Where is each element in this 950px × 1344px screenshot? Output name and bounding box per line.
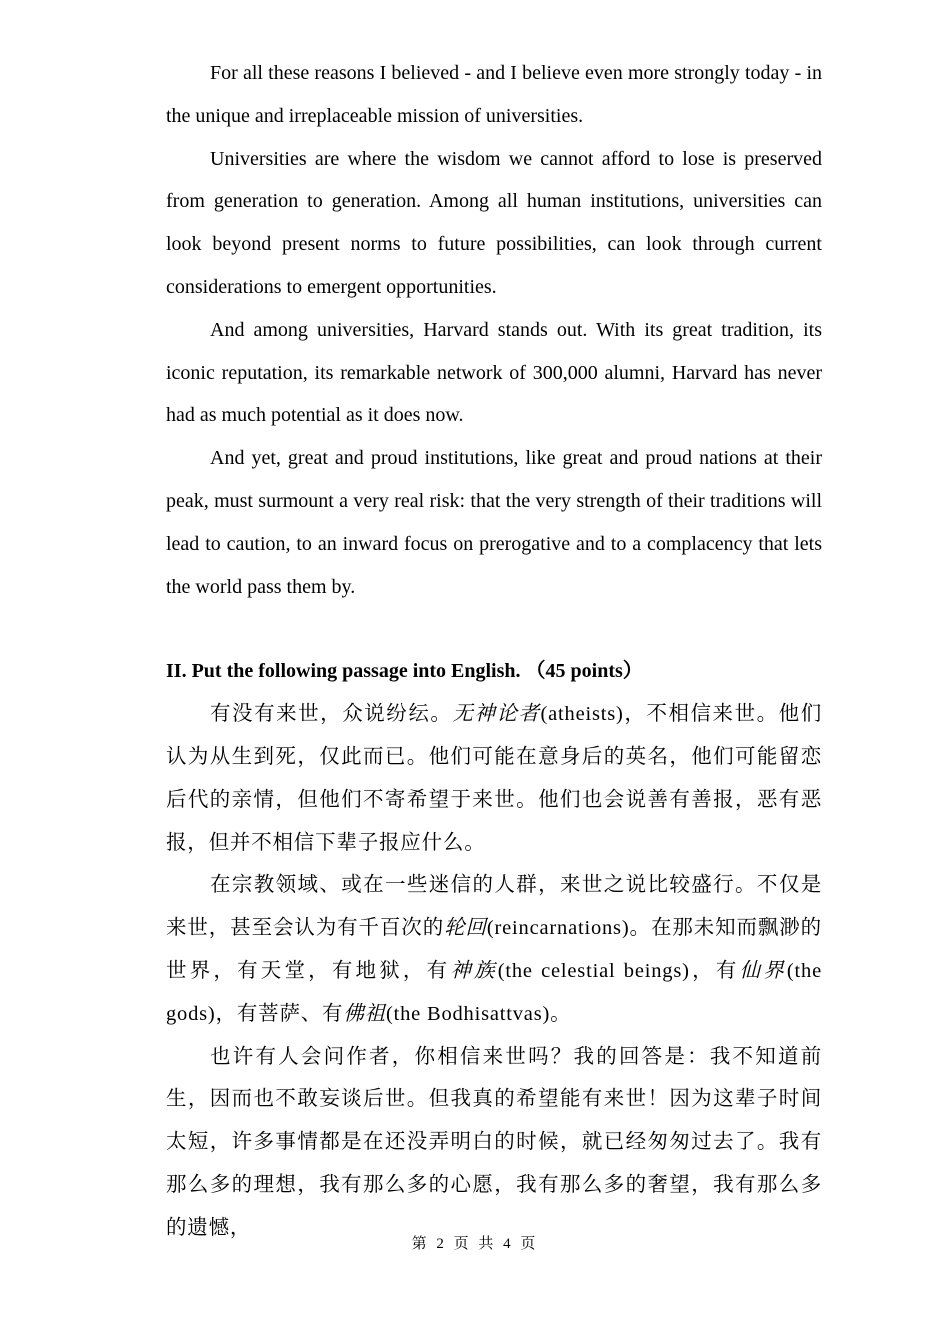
text-run: (the Bodhisattvas)。 bbox=[385, 1002, 572, 1025]
section-heading: II. Put the following passage into English. （45 points） bbox=[166, 660, 643, 683]
chinese-paragraph-1 bbox=[166, 693, 822, 864]
term-gods: 仙界 bbox=[739, 959, 787, 982]
document-page bbox=[166, 52, 822, 1250]
text-run: 有没有来世，众说纷纭。 bbox=[210, 703, 453, 726]
chinese-paragraph-3: 也许有人会问作者，你相信来世吗？我的回答是：我不知道前生，因而也不敢妄谈后世。但我真的希望能有来世！因为这辈子时间太短，许多事情都是在还没弄明白的时候，就已经匆匆过去了。我有那么多的理想，我有那么多的心愿，我有那么多的奢望，我有那么多的遗憾， bbox=[166, 1045, 822, 1239]
english-paragraph-3: And among universities, Harvard stands out. With its great tradition, its iconic reputation, its remarkable network of 300,000 alumni, Harvard has never had as much potential as it does now. bbox=[166, 318, 822, 427]
term-celestial-beings: 神族 bbox=[450, 959, 498, 982]
english-paragraph-2: Universities are where the wisdom we cannot afford to lose is preserved from generation to generation. Among all human institutions, universities can look beyond present norms to future possibilities, can look through current considerations to emergent opportunities. bbox=[166, 147, 822, 298]
term-reincarnations: 轮回 bbox=[444, 917, 487, 940]
text-run: (the celestial beings)，有 bbox=[497, 959, 740, 982]
english-paragraph-4: And yet, great and proud institutions, like great and proud nations at their peak, must surmount a very real risk: that the very strength of their traditions will lead to caution, to an inward focus on prerogative and to a complacency that lets the world pass them by. bbox=[166, 447, 822, 598]
text-run: 在宗教领域、或在一些迷信的人群，来世之说比较盛行。不仅是来世，甚至会认为有千百次的 bbox=[166, 874, 822, 940]
text-run: (the gods)，有菩萨、有 bbox=[166, 959, 822, 1025]
term-bodhisattvas: 佛祖 bbox=[343, 1002, 386, 1025]
term-atheists: 无神论者 bbox=[452, 703, 541, 726]
text-run: (atheists)，不相信来世。他们认为从生到死，仅此而已。他们可能在意身后的英名，他们可能留恋后代的亲情，但他们不寄希望于来世。他们也会说善有善报，恶有恶报，但并不相信下辈子报应什么。 bbox=[166, 703, 822, 854]
english-paragraph-1: For all these reasons I believed - and I believe even more strongly today - in the unique and irreplaceable mission of universities. bbox=[166, 62, 822, 127]
chinese-paragraph-2 bbox=[166, 864, 822, 1035]
page-footer: 第 2 页 共 4 页 bbox=[411, 1236, 539, 1252]
text-run: (reincarnations)。在那未知而飘渺的世界，有天堂，有地狱，有 bbox=[166, 917, 822, 982]
